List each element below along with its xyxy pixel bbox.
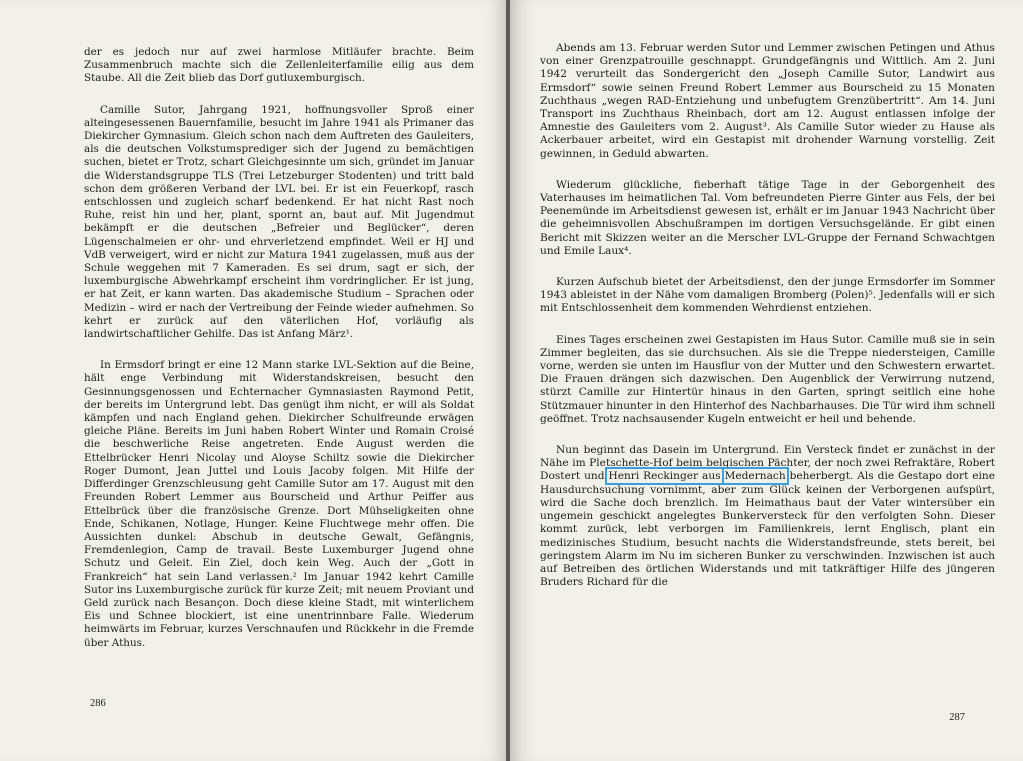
right-paragraph-4: Eines Tages erscheinen zwei Gestapisten im Haus Sutor. Camille muß sie in sein Zimmer begleiten, das sie durchsuchen. Als sie die Treppe niedersteigen, Camille vorne, werden sie unten im Hausflur von der Mutter und den Schwestern erwartet. Die Frauen drängen sich dazwischen. Den Augenblick der Verwirrung nutzend, stürzt Camille zur Hintertür hinaus in den Garten, springt seitlich eine hohe Stützmauer hinunter in den Hinterhof des Nachbarhauses. Die Tür wird ihm schnell geöffnet. Trotz nachsausender Kugeln entweicht er heil und behende. [540, 333, 995, 425]
right-page [510, 0, 1023, 761]
highlighted-place[interactable]: Medernach [724, 470, 786, 483]
right-page-number: 287 [949, 712, 965, 723]
left-paragraph-3: In Ermsdorf bringt er eine 12 Mann starke LVL-Sektion auf die Beine, hält enge Verbindung mit Widerstandskreisen, besucht den Gesinnungsgenossen und Echternacher Gymnasiasten Raymond Petit, der bereits im Untergrund lebt. Das genügt ihm nicht, er will als Soldat kämpfen und nach England gehen. Diekircher Schulfreunde erwägen gleiche Pläne. Bereits im Juni haben Robert Winter und Romain Croisé die beschwerliche Reise angetreten. Ende August werden die Ettelbrücker Henri Nicolay und Aloyse Schiltz sowie die Diekircher Roger Dumont, Jean Juttel und Louis Jacoby folgen. Mit Hilfe der Differdinger Grenzschleusung geht Camille Sutor am 17. August mit den Freunden Robert Lemmer aus Bourscheid und Arthur Peiffer aus Ettelbrück über die französische Grenze. Dort Mühseligkeiten ohne Ende, Schikanen, Notlage, Hunger. Keine Fluchtwege mehr offen. Die Aussichten dunkel: Abschub in deutsche Gewalt, Gefängnis, Fremdenlegion, Camp de travail. Beste Luxemburger Jugend ohne Schutz und Geleit. Ein Ziel, doch kein Weg. Auch der „Gott in Frankreich“ hat sein Land verlassen.² Im Januar 1942 kehrt Camille Sutor ins Luxemburgische zurück für kurze Zeit; mit neuem Proviant und Geld zurück nach Besançon. Doch diese kleine Stadt, mit winterlichem Eis und Schnee blockiert, ist eine unentrinnbare Falle. Wiederum heimwärts im Februar, kurzes Verschnaufen und Rückkehr in die Fremde über Athus. [84, 359, 474, 649]
paragraph-text-after: beherbergt. Als die Gestapo dort eine Hausdurchsuchung vornimmt, aber zum Glück keinen der Verborgenen aufspürt, wird die Sache doch brenzlich. Im Heimathaus baut der Vater wintersüber ein ungemein geschickt angelegtes Bunkerversteck für den verfolgten Sohn. Dieser kommt zurück, lebt verborgen im Familienkreis, lernt Englisch, plant ein medizinisches Studium, besucht nachts die Widerstandsfreunde, stets bereit, bei geringstem Alarm im Nu im sicheren Bunker zu verschwinden. Inzwischen ist auch auf Betreiben des örtlichen Widerstands und mit tatkräftiger Hilfe des jüngeren Bruders Richard für die [540, 470, 996, 589]
right-paragraph-3: Kurzen Aufschub bietet der Arbeitsdienst, den der junge Ermsdorfer im Sommer 1943 ableistet in der Nähe vom damaligen Bromberg (Polen)⁵. Jedenfalls will er sich mit Entschlossenheit dem kommenden Wehrdienst entziehen. [540, 276, 995, 315]
right-paragraph-2: Wiederum glückliche, fieberhaft tätige Tage in der Geborgenheit des Vaterhauses im heimatlichen Tal. Vom befreundeten Pierre Ginter aus Fels, der bei Peenemünde im Arbeitsdienst gewesen ist, erhält er im Januar 1943 Nachricht über die geheimnisvollen Abschußrampen im dortigen Versuchsgelände. Er gibt einen Bericht mit Skizzen weiter an die Merscher LVL-Gruppe der Fernand Schwachtgen und Emile Laux⁴. [540, 178, 995, 257]
right-paragraph-1: Abends am 13. Februar werden Sutor und Lemmer zwischen Petingen und Athus von einer Grenzpatrouille geschnappt. Grundgefängnis und Wittlich. Am 2. Juni 1942 verurteilt das Sondergericht den „Joseph Camille Sutor, Landwirt aus Ermsdorf“ sowie seinen Freund Robert Lemmer aus Bourscheid zu 15 Monaten Zuchthaus „wegen RAD-Entziehung und unbefugtem Grenzübertritt“. Am 14. Juni Transport ins Zuchthaus Rheinbach, dort am 12. August entlassen infolge der Amnestie des Gauleiters vom 2. August³. Als Camille Sutor wieder zu Hause als Ackerbauer arbeitet, wird ein Gestapist mit drohender Warnung vorstellig. Zeit gewinnen, in Geduld abwarten. [540, 42, 995, 160]
highlighted-name[interactable]: Henri Reckinger aus [608, 470, 721, 483]
paragraph-text-before: Nun beginnt das Dasein im Untergrund. Ein Versteck findet er zunächst in der Nähe im Pletschette-Hof beim belgischen Pächter, der noch zwei Refraktäre, Robert Dostert und [540, 444, 995, 483]
left-paragraph-2: Camille Sutor, Jahrgang 1921, hoffnungsvoller Sproß einer alteingesessenen Bauernfamilie, besucht im Jahre 1941 als Primaner das Diekircher Gymnasium. Gleich schon nach dem Auftreten des Gauleiters, als die deutschen Volkstumsprediger sich der Jugend zu bemächtigen suchen, bietet er Trotz, schart Gleichgesinnte um sich, gründet im Januar die Widerstandsgruppe TLS (Trei Letzeburger Stodenten) und tritt bald schon dem größeren Verband der LVL bei. Er ist ein Feuerkopf, rasch entschlossen und zugleich scharf bedenkend. Er hat nicht Rast noch Ruhe, reist hin und her, plant, spornt an, baut auf. Mit Jugendmut bekämpft er die deutschen „Befreier und Beglücker“, deren Lügenschalmeien er ohr- und ehrverletzend empfindet. Weil er HJ und VdB verweigert, wird er nicht zur Matura 1941 zugelassen, muß aus der Schule weggehen mit 7 Kameraden. Es sei drum, sagt er sich, der luxemburgische Abwehrkampf erscheint ihm vordringlicher. Er ist jung, er hat Zeit, er kann warten. Das akademische Studium – Sprachen oder Medizin – wird er nach der Vertreibung der Feinde wieder aufnehmen. So kehrt er zurück auf den väterlichen Hof, vorläufig als landwirtschaftlicher Gehilfe. Das ist Anfang März¹. [84, 103, 475, 341]
left-page-number: 286 [90, 698, 106, 709]
left-paragraph-1: der es jedoch nur auf zwei harmlose Mitläufer brachte. Beim Zusammenbruch machte sich die Zellenleiterfamilie eilig aus dem Staube. All die Zeit blieb das Dorf gutluxemburgisch. [84, 46, 474, 85]
right-paragraph-5 [540, 444, 995, 589]
left-page [0, 0, 508, 761]
